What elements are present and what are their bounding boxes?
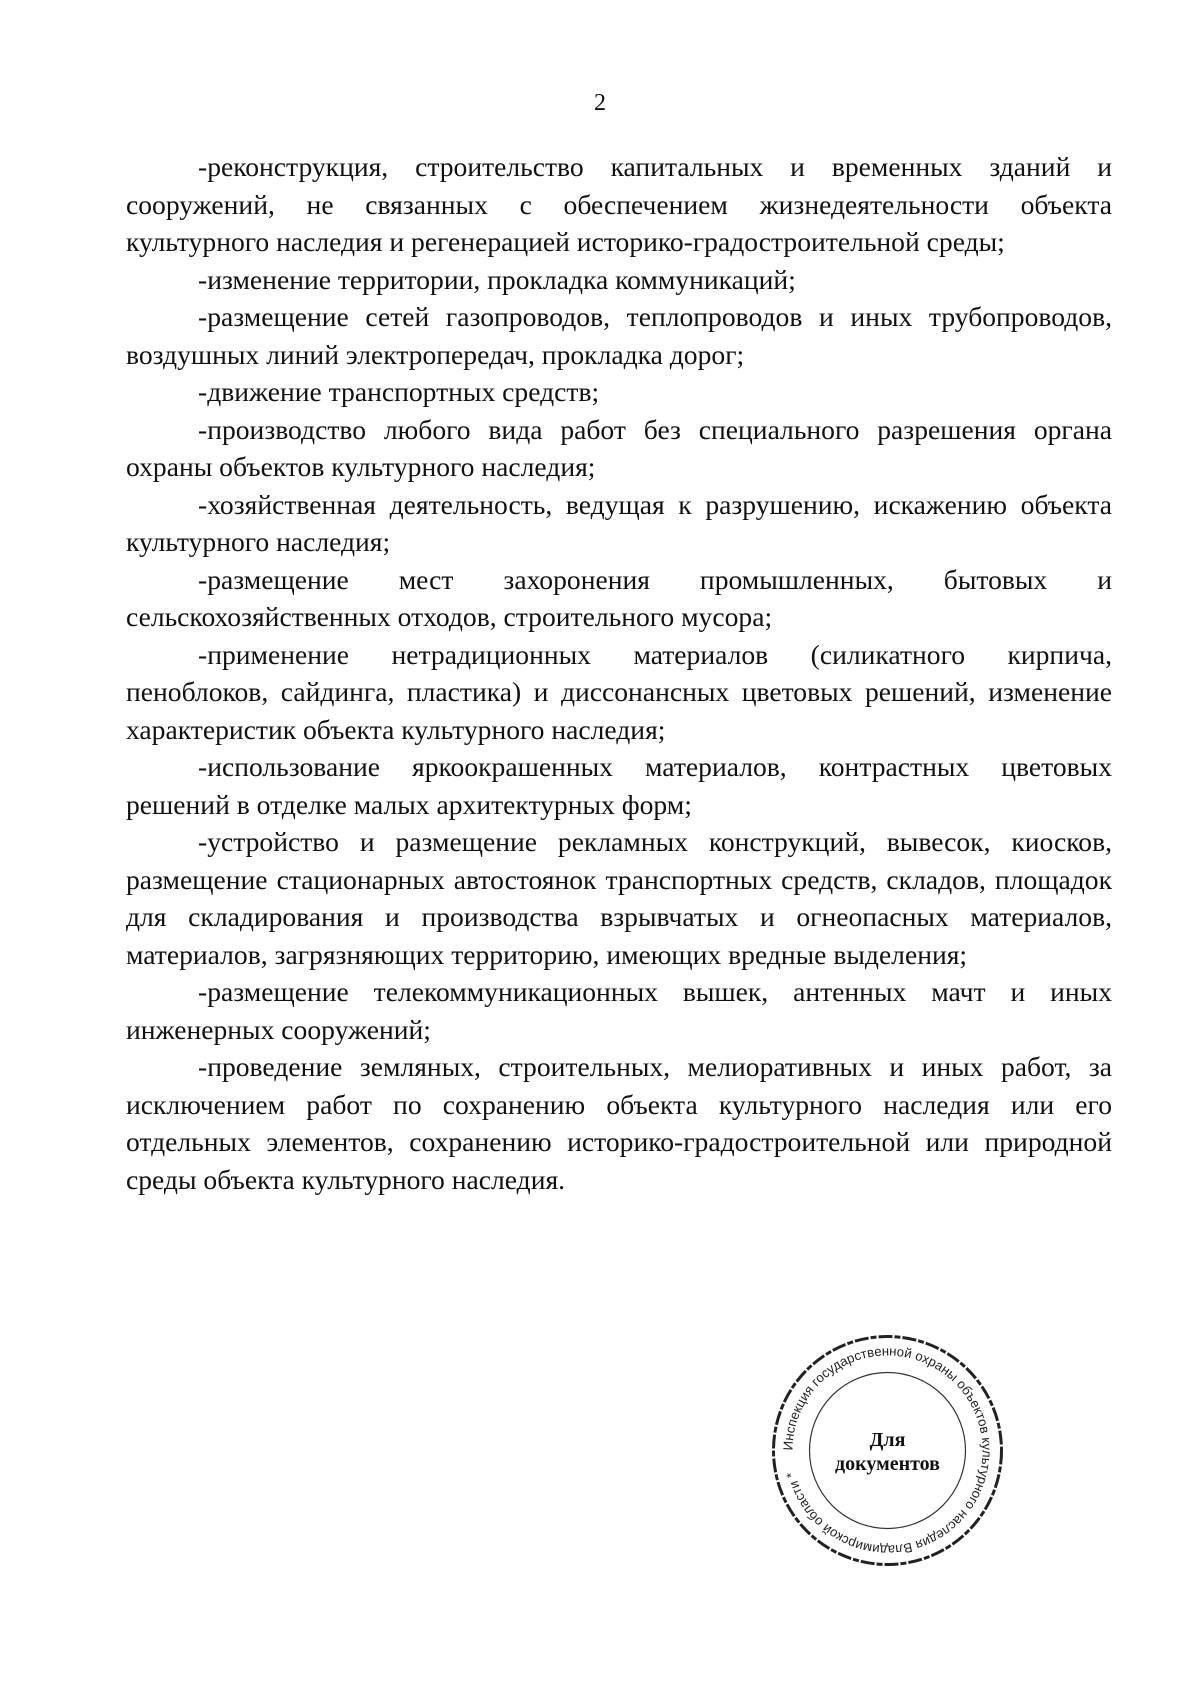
list-item: -размещение сетей газопроводов, теплопроводов и иных трубопроводов, воздушных линий электропередач, прокладка дорог; xyxy=(126,301,1112,370)
list-item: -движение транспортных средств; xyxy=(198,376,600,407)
list-item: -изменение территории, прокладка коммуникаций; xyxy=(198,263,796,295)
list-item: -хозяйственная деятельность, ведущая к разрушению, искажению объекта культурного наследия; xyxy=(126,488,1112,557)
stamp-seal xyxy=(765,1328,1010,1573)
stamp-center-line2: документов xyxy=(835,1453,940,1475)
list-item: -проведение земляных, строительных, мелиоративных и иных работ, за исключением работ по сохранению объекта культурного наследия или его отдельных элементов, сохранению историко-градостроительной или природной среды объекта культурного наследия. xyxy=(126,1051,1112,1195)
page-number: 2 xyxy=(594,90,606,116)
list-item: -реконструкция, строительство капитальных и временных зданий и сооружений, не связанных с обеспечением жизнедеятельности объекта культурного наследия и регенерацией историко-градостроительной среды; xyxy=(126,151,1112,257)
list-item: -применение нетрадиционных материалов (силикатного кирпича, пеноблоков, сайдинга, пластика) и диссонансных цветовых решений, изменение характеристик объекта культурного наследия; xyxy=(126,638,1112,745)
official-stamp xyxy=(765,1328,1010,1573)
list-item: -производство любого вида работ без специального разрешения органа охраны объектов культурного наследия; xyxy=(126,413,1112,482)
document-body xyxy=(126,148,1112,1198)
stamp-ring-text: Инспекция государственной охраны объектов культурного наследия Владимирской области * xyxy=(780,1343,995,1558)
list-item: -использование яркоокрашенных материалов, контрастных цветовых решений в отделке малых архитектурных форм; xyxy=(126,751,1112,820)
list-item: -размещение мест захоронения промышленных, бытовых и сельскохозяйственных отходов, строительного мусора; xyxy=(126,563,1112,632)
list-item: -устройство и размещение рекламных конструкций, вывесок, киосков, размещение стационарных автостоянок транспортных средств, складов, площадок для складирования и производства взрывчатых и огнеопасных материалов, материалов, загрязняющих территорию, имеющих вредные выделения; xyxy=(126,826,1112,970)
stamp-center-line1: Для xyxy=(869,1429,906,1451)
list-item: -размещение телекоммуникационных вышек, антенных мачт и иных инженерных сооружений; xyxy=(126,976,1112,1045)
